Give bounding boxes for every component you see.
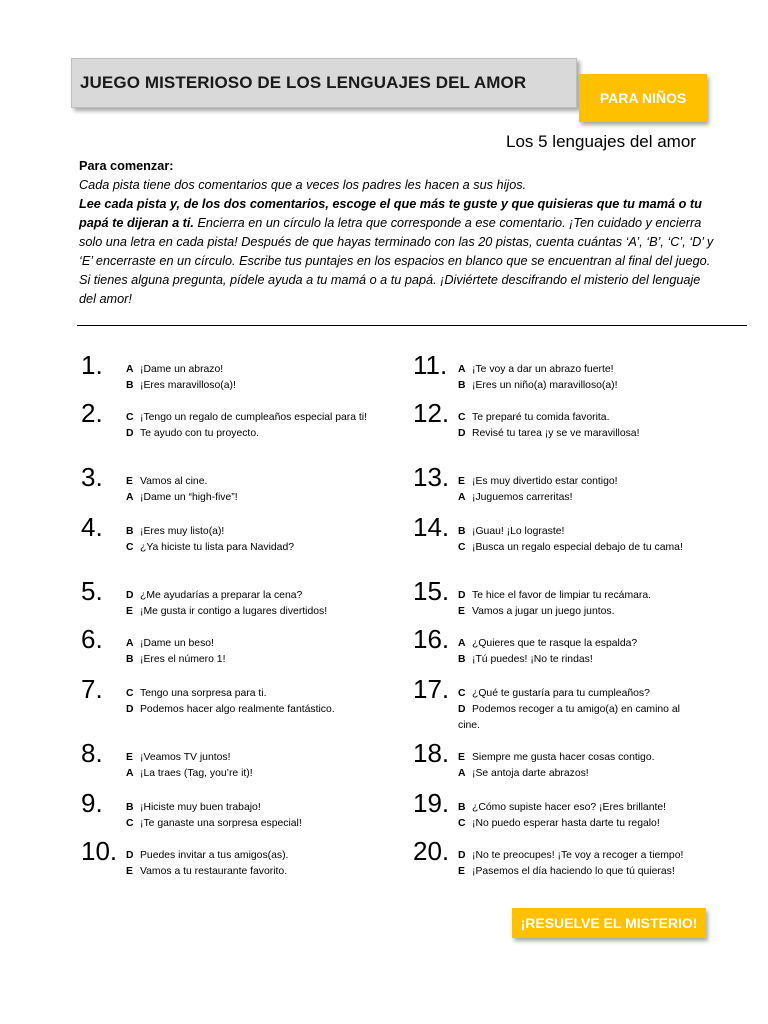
option-text: ¡Guau! ¡Lo lograste! bbox=[472, 526, 565, 537]
option-letter[interactable]: A bbox=[126, 492, 134, 503]
option-text: Te hice el favor de limpiar tu recámara. bbox=[472, 590, 652, 601]
option-letter[interactable]: E bbox=[458, 476, 465, 487]
clue-options bbox=[126, 636, 371, 668]
clue-option[interactable] bbox=[458, 816, 703, 832]
option-text: ¿Me ayudarías a preparar la cena? bbox=[140, 590, 303, 601]
clue-option[interactable] bbox=[458, 766, 703, 782]
option-letter[interactable]: C bbox=[126, 542, 134, 553]
clue-option[interactable] bbox=[126, 864, 371, 880]
clue-option[interactable] bbox=[126, 702, 371, 718]
option-text: Tengo una sorpresa para ti. bbox=[140, 688, 267, 699]
clue-options bbox=[458, 636, 703, 668]
clue-options bbox=[126, 588, 371, 620]
option-text: Vamos al cine. bbox=[140, 476, 208, 487]
option-letter[interactable]: B bbox=[458, 654, 466, 665]
page-title: JUEGO MISTERIOSO DE LOS LENGUAJES DEL AMOR bbox=[80, 73, 527, 92]
clue-number: 6. bbox=[81, 624, 103, 654]
clue-options bbox=[126, 474, 371, 506]
option-text: ¡Eres maravilloso(a)! bbox=[140, 380, 236, 391]
option-text: ¡Tengo un regalo de cumpleaños especial para ti! bbox=[140, 412, 368, 423]
clue-option[interactable] bbox=[126, 588, 371, 604]
clue-option[interactable] bbox=[126, 636, 371, 652]
option-text: ¡Eres el número 1! bbox=[140, 654, 226, 665]
option-text: ¡Te ganaste una sorpresa especial! bbox=[140, 818, 302, 829]
option-letter[interactable]: C bbox=[458, 688, 466, 699]
clue-number: 14. bbox=[413, 512, 450, 542]
clue-option[interactable] bbox=[458, 636, 703, 652]
option-text: ¡Juguemos carreritas! bbox=[472, 492, 573, 503]
option-letter[interactable]: A bbox=[458, 492, 466, 503]
clue-option[interactable] bbox=[458, 686, 703, 702]
clue-number: 3. bbox=[81, 462, 103, 492]
clue-option[interactable] bbox=[126, 604, 371, 620]
option-letter[interactable]: C bbox=[126, 818, 134, 829]
divider bbox=[77, 325, 747, 326]
option-letter[interactable]: D bbox=[458, 428, 466, 439]
clue-option[interactable] bbox=[126, 766, 371, 782]
option-text: ¡La traes (Tag, you’re it)! bbox=[140, 768, 253, 779]
clue-option[interactable] bbox=[126, 652, 371, 668]
clue-option[interactable] bbox=[458, 540, 703, 556]
option-letter[interactable]: D bbox=[458, 850, 466, 861]
option-text: ¡Veamos TV juntos! bbox=[140, 752, 231, 763]
option-text: Vamos a jugar un juego juntos. bbox=[472, 606, 615, 617]
option-text: ¡Eres un niño(a) maravilloso(a)! bbox=[472, 380, 618, 391]
clue-options bbox=[458, 524, 703, 556]
option-text: Siempre me gusta hacer cosas contigo. bbox=[472, 752, 655, 763]
clue-option[interactable] bbox=[458, 750, 703, 766]
option-letter[interactable]: D bbox=[126, 850, 134, 861]
clue-number: 20. bbox=[413, 836, 450, 866]
option-text: ¡Dame un “high-five”! bbox=[140, 492, 238, 503]
clue-number: 2. bbox=[81, 398, 103, 428]
clue-option[interactable] bbox=[126, 800, 371, 816]
option-text: ¡Eres muy listo(a)! bbox=[140, 526, 225, 537]
option-letter[interactable]: E bbox=[126, 752, 133, 763]
clue-number: 10. bbox=[81, 836, 118, 866]
option-text: ¡Dame un abrazo! bbox=[140, 364, 224, 375]
instructions-bold: Lee cada pista y, de los dos comentarios, escoge el que más te guste y que quisieras que tu mamá o tu papá te dijeran a ti. bbox=[79, 197, 702, 230]
clue-option[interactable] bbox=[126, 426, 371, 442]
option-text: ¡Dame un beso! bbox=[140, 638, 214, 649]
clue-option[interactable] bbox=[126, 474, 371, 490]
option-letter[interactable]: A bbox=[458, 768, 466, 779]
option-letter[interactable]: B bbox=[126, 654, 134, 665]
option-letter[interactable]: A bbox=[458, 638, 466, 649]
option-letter[interactable]: B bbox=[458, 380, 466, 391]
option-text: ¡No puedo esperar hasta darte tu regalo! bbox=[472, 818, 660, 829]
option-text: Te preparé tu comida favorita. bbox=[472, 412, 610, 423]
clue-option[interactable] bbox=[126, 490, 371, 506]
option-letter[interactable]: C bbox=[458, 542, 466, 553]
option-letter[interactable]: E bbox=[126, 476, 133, 487]
clue-number: 9. bbox=[81, 788, 103, 818]
clue-number: 16. bbox=[413, 624, 450, 654]
option-text: ¿Qué te gustaría para tu cumpleaños? bbox=[472, 688, 650, 699]
clue-options bbox=[458, 474, 703, 506]
clue-option[interactable] bbox=[458, 426, 703, 442]
option-text: ¿Quieres que te rasque la espalda? bbox=[472, 638, 638, 649]
clue-number: 17. bbox=[413, 674, 450, 704]
title-box bbox=[71, 58, 577, 108]
clue-option[interactable] bbox=[126, 362, 371, 378]
option-letter[interactable]: E bbox=[126, 866, 133, 877]
clue-option[interactable] bbox=[126, 816, 371, 832]
clue-number: 12. bbox=[413, 398, 450, 428]
clue-option[interactable] bbox=[458, 362, 703, 378]
clue-options bbox=[458, 750, 703, 782]
option-text: Vamos a tu restaurante favorito. bbox=[140, 866, 288, 877]
option-text: Podemos recoger a tu amigo(a) en camino al cine. bbox=[458, 704, 680, 731]
clue-number: 13. bbox=[413, 462, 450, 492]
option-letter[interactable]: A bbox=[126, 638, 134, 649]
instructions-heading: Para comenzar: bbox=[79, 159, 174, 173]
clue-number: 19. bbox=[413, 788, 450, 818]
clue-number: 4. bbox=[81, 512, 103, 542]
clue-option[interactable] bbox=[458, 652, 703, 668]
option-letter[interactable]: C bbox=[458, 412, 466, 423]
clue-option[interactable] bbox=[458, 848, 703, 864]
option-text: ¡Hiciste muy buen trabajo! bbox=[140, 802, 261, 813]
option-text: Te ayudo con tu proyecto. bbox=[140, 428, 259, 439]
option-text: Revisé tu tarea ¡y se ve maravillosa! bbox=[472, 428, 640, 439]
option-letter[interactable]: D bbox=[126, 704, 134, 715]
option-letter[interactable]: B bbox=[458, 526, 466, 537]
clue-options bbox=[126, 410, 371, 442]
clue-number: 7. bbox=[81, 674, 103, 704]
clue-option[interactable] bbox=[126, 524, 371, 540]
clue-options bbox=[458, 362, 703, 394]
option-text: Puedes invitar a tus amigos(as). bbox=[140, 850, 289, 861]
option-letter[interactable]: E bbox=[458, 606, 465, 617]
clue-option[interactable] bbox=[458, 800, 703, 816]
clue-option[interactable] bbox=[126, 686, 371, 702]
clue-option[interactable] bbox=[126, 750, 371, 766]
option-text: ¡No te preocupes! ¡Te voy a recoger a tiempo! bbox=[472, 850, 684, 861]
option-letter[interactable]: D bbox=[458, 704, 466, 715]
option-letter[interactable]: C bbox=[458, 818, 466, 829]
clue-options bbox=[126, 686, 371, 718]
clue-number: 15. bbox=[413, 576, 450, 606]
option-letter[interactable]: C bbox=[126, 688, 134, 699]
option-text: ¡Es muy divertido estar contigo! bbox=[472, 476, 618, 487]
option-text: ¿Ya hiciste tu lista para Navidad? bbox=[140, 542, 295, 553]
clue-number: 1. bbox=[81, 350, 103, 380]
option-letter[interactable]: E bbox=[458, 752, 465, 763]
solve-mystery-button[interactable]: ¡RESUELVE EL MISTERIO! bbox=[512, 908, 706, 938]
option-letter[interactable]: D bbox=[126, 428, 134, 439]
option-letter[interactable]: E bbox=[126, 606, 133, 617]
option-letter[interactable]: D bbox=[126, 590, 134, 601]
kids-badge: PARA NIÑOS bbox=[579, 74, 707, 122]
option-letter[interactable]: A bbox=[126, 768, 134, 779]
option-text: ¡Me gusta ir contigo a lugares divertidos! bbox=[140, 606, 328, 617]
clue-option[interactable] bbox=[458, 702, 703, 734]
option-text: Podemos hacer algo realmente fantástico. bbox=[140, 704, 335, 715]
option-text: ¡Busca un regalo especial debajo de tu cama! bbox=[472, 542, 683, 553]
clue-options bbox=[458, 410, 703, 442]
option-letter[interactable]: B bbox=[126, 526, 134, 537]
clue-options bbox=[126, 848, 371, 880]
instructions bbox=[79, 157, 719, 309]
clue-option[interactable] bbox=[126, 540, 371, 556]
clue-option[interactable] bbox=[126, 848, 371, 864]
clue-options bbox=[126, 362, 371, 394]
clue-number: 5. bbox=[81, 576, 103, 606]
clue-options bbox=[126, 750, 371, 782]
instructions-line1: Cada pista tiene dos comentarios que a veces los padres les hacen a sus hijos. bbox=[79, 178, 527, 192]
clue-option[interactable] bbox=[458, 524, 703, 540]
option-letter[interactable]: B bbox=[126, 380, 134, 391]
clue-option[interactable] bbox=[126, 410, 371, 426]
clue-options bbox=[458, 686, 703, 734]
option-letter[interactable]: A bbox=[126, 364, 134, 375]
clue-options bbox=[126, 524, 371, 556]
clue-option[interactable] bbox=[458, 474, 703, 490]
clue-number: 11. bbox=[413, 350, 448, 380]
clue-option[interactable] bbox=[458, 588, 703, 604]
option-text: ¡Pasemos el día haciendo lo que tú quieras! bbox=[472, 866, 675, 877]
option-text: ¡Te voy a dar un abrazo fuerte! bbox=[472, 364, 614, 375]
option-text: ¿Cómo supiste hacer eso? ¡Eres brillante! bbox=[472, 802, 667, 813]
clue-number: 18. bbox=[413, 738, 450, 768]
clue-option[interactable] bbox=[126, 378, 371, 394]
option-letter[interactable]: A bbox=[458, 364, 466, 375]
clue-option[interactable] bbox=[458, 410, 703, 426]
clue-options bbox=[458, 848, 703, 880]
option-letter[interactable]: B bbox=[126, 802, 134, 813]
option-text: ¡Se antoja darte abrazos! bbox=[472, 768, 589, 779]
clue-option[interactable] bbox=[458, 490, 703, 506]
page-subtitle: Los 5 lenguajes del amor bbox=[506, 132, 696, 151]
clue-options bbox=[126, 800, 371, 832]
option-letter[interactable]: E bbox=[458, 866, 465, 877]
clue-option[interactable] bbox=[458, 604, 703, 620]
option-letter[interactable]: C bbox=[126, 412, 134, 423]
clue-option[interactable] bbox=[458, 378, 703, 394]
option-text: ¡Tú puedes! ¡No te rindas! bbox=[472, 654, 593, 665]
option-letter[interactable]: D bbox=[458, 590, 466, 601]
option-letter[interactable]: B bbox=[458, 802, 466, 813]
clue-options bbox=[458, 588, 703, 620]
clue-option[interactable] bbox=[458, 864, 703, 880]
instructions-rest: Encierra en un círculo la letra que corresponde a ese comentario. ¡Ten cuidado y encierra solo una letra en cada pista! Después de que hayas terminado con las 20 pistas, cuenta cuántas ‘A’, ‘B’, ‘C’, ‘D’ y ‘E’ encerraste en un círculo. Escribe tus puntajes en los espacios en blanco que se encuentran al final del juego. Si tienes alguna pregunta, pídele ayuda a tu mamá o a tu papá. ¡Diviértete descifrando el misterio del lenguaje del amor! bbox=[79, 216, 714, 306]
clue-number: 8. bbox=[81, 738, 103, 768]
clue-options bbox=[458, 800, 703, 832]
